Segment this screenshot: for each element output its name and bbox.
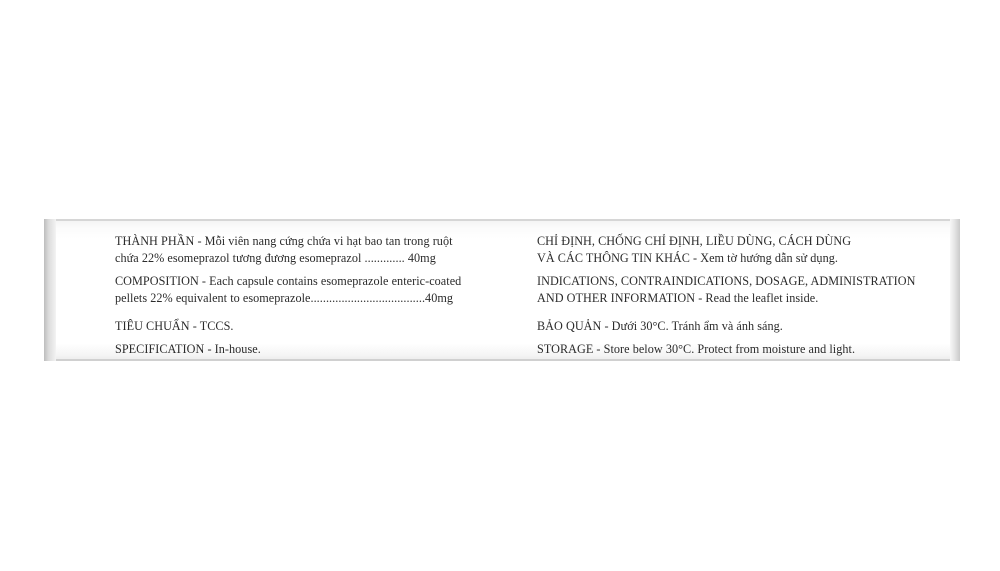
ingredients-vi-paragraph [115, 233, 535, 267]
box-left-edge [44, 219, 56, 361]
indications-vi-line-2: VÀ CÁC THÔNG TIN KHÁC - Xem tờ hướng dẫn sử dụng. [537, 251, 838, 265]
indications-en-paragraph [537, 273, 947, 307]
composition-en-paragraph [115, 273, 535, 307]
composition-en-line-2: pellets 22% equivalent to esomeprazole.....................................40mg [115, 291, 454, 305]
ingredients-vi-line-1: THÀNH PHẦN - Mỗi viên nang cứng chứa vi hạt bao tan trong ruột [115, 234, 453, 248]
box-right-edge [950, 219, 960, 361]
standard-vi-paragraph [115, 318, 535, 335]
composition-en-line-1: COMPOSITION - Each capsule contains esomeprazole enteric-coated [115, 274, 462, 288]
indications-en-line-1: INDICATIONS, CONTRAINDICATIONS, DOSAGE, ADMINISTRATION [537, 274, 916, 288]
box-top-edge [44, 219, 960, 221]
specification-en-paragraph [115, 341, 535, 358]
left-info-column [115, 233, 535, 364]
storage-en-line: STORAGE - Store below 30°C. Protect from moisture and light. [537, 342, 856, 356]
ingredients-vi-line-2: chứa 22% esomeprazol tương đương esomeprazol ............. 40mg [115, 251, 436, 265]
storage-vi-line: BẢO QUẢN - Dưới 30°C. Tránh ẩm và ánh sáng. [537, 319, 783, 333]
storage-en-paragraph [537, 341, 947, 358]
indications-vi-line-1: CHỈ ĐỊNH, CHỐNG CHỈ ĐỊNH, LIỀU DÙNG, CÁCH DÙNG [537, 234, 852, 248]
standard-vi-line: TIÊU CHUẨN - TCCS. [115, 319, 234, 333]
right-info-column [537, 233, 947, 364]
specification-en-line: SPECIFICATION - In-house. [115, 342, 261, 356]
indications-vi-paragraph [537, 233, 947, 267]
indications-en-line-2: AND OTHER INFORMATION - Read the leaflet inside. [537, 291, 819, 305]
storage-vi-paragraph [537, 318, 947, 335]
medicine-box-side-panel [44, 219, 960, 361]
